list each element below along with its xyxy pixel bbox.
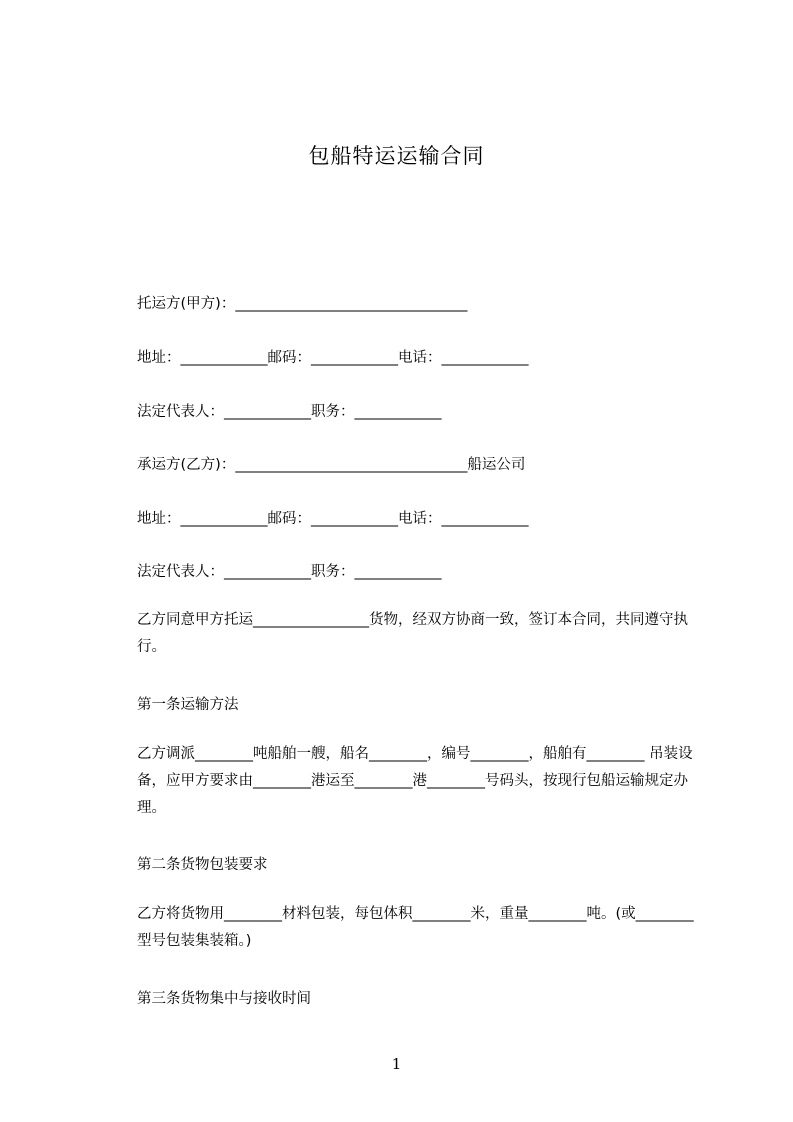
- article-3-heading: 第三条货物集中与接收时间: [137, 991, 311, 1007]
- intro-paragraph: 乙方同意甲方托运________________货物，经双方协商一致，签订本合同，共同遵守执行。: [137, 612, 688, 655]
- document-title: 包船特运运输合同: [308, 144, 485, 168]
- carrier-representative-line: 法定代表人：____________职务：____________: [137, 564, 442, 580]
- article-2-heading: 第二条货物包装要求: [137, 857, 268, 873]
- shipper-representative-line: 法定代表人：____________职务：____________: [137, 404, 442, 420]
- carrier-party-line: 承运方(乙方)：________________________________船运公司: [137, 457, 526, 473]
- page-number: 1: [391, 1055, 402, 1073]
- article-2-body: 乙方将货物用________材料包装，每包体积________米，重量________吨。(或________型号包装集装箱。): [137, 906, 694, 949]
- shipper-address-line: 地址：____________邮码：____________电话：____________: [137, 350, 529, 366]
- article-1-body: 乙方调派________吨船舶一艘，船名________，编号________，船舶有________ 吊装设备，应甲方要求由________港运至________港________号码头，按现行包船运输规定办理。: [137, 746, 693, 816]
- shipper-party-line: 托运方(甲方)：________________________________: [137, 296, 468, 312]
- article-1-heading: 第一条运输方法: [137, 697, 239, 713]
- carrier-address-line: 地址：____________邮码：____________电话：____________: [137, 511, 529, 527]
